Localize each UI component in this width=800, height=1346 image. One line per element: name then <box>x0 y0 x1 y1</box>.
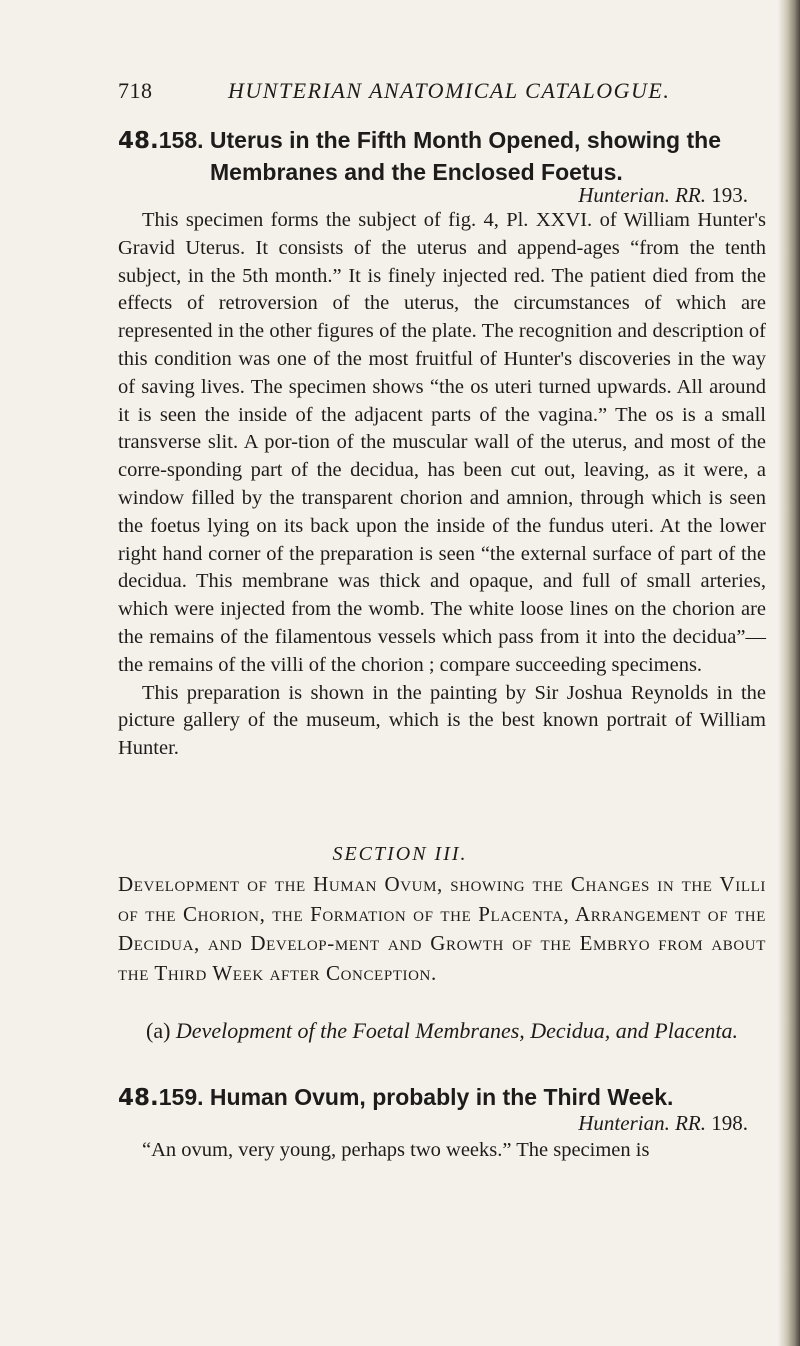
running-title: HUNTERIAN ANATOMICAL CATALOGUE. <box>228 78 671 103</box>
entry-159-title: 159. Human Ovum, probably in the Third Week. <box>158 1084 674 1110</box>
entry-159-paragraph-1: “An ovum, very young, perhaps two weeks.” The specimen is <box>142 1139 650 1161</box>
entry-159-ref-label: Hunterian. RR. <box>578 1111 706 1135</box>
page-header <box>118 78 678 106</box>
entry-158-ref-label: Hunterian. RR. <box>578 183 706 207</box>
page-edge-shadow <box>778 0 800 1346</box>
entry-158-body <box>118 207 766 763</box>
page-number: 718 <box>118 78 153 103</box>
section-title: SECTION III. <box>332 843 468 865</box>
entry-158-reference <box>578 183 748 208</box>
entry-158-number: 48. <box>118 128 159 154</box>
entry-159-number: 48. <box>118 1085 159 1111</box>
subsection-label: (a) <box>146 1018 171 1043</box>
entry-158-title-line1: 158. Uterus in the Fifth Month Opened, showing the <box>158 127 721 153</box>
entry-158-paragraph-2: This preparation is shown in the painting by Sir Joshua Reynolds in the picture gallery of the museum, which is the best known portrait of William Hunter. <box>118 681 766 760</box>
entry-159-ref-number: 198. <box>711 1111 748 1135</box>
subsection-heading <box>118 1016 766 1046</box>
entry-158-paragraph-1: This specimen forms the subject of fig. 4, Pl. XXVI. of William Hunter's Gravid Uterus. It consists of the uterus and append-ages “from the tenth subject, in the 5th month.” It is finely injected red. The patient died from the effects of retroversion of the uterus, the circumstances of which are represented in the other figures of the plate. The recognition and description of this condition was one of the most fruitful of Hunter's discoveries in the way of saving lives. The specimen shows “the os uteri turned upwards. All around it is seen the inside of the adjacent parts of the vagina.” The os is a small transverse slit. A por-tion of the muscular wall of the uterus, and most of the corre-sponding part of the decidua, has been cut out, leaving, as it were, a window filled by the transparent chorion and amnion, through which is seen the foetus lying on its back upon the inside of the fundus uteri. At the lower right hand corner of the preparation is seen “the external surface of part of the decidua. This membrane was thick and opaque, and full of small arteries, which were injected from the womb. The white loose lines on the chorion are the remains of the filamentous vessels which pass from it into the decidua”—the remains of the villi of the chorion ; compare succeeding specimens. <box>118 209 766 676</box>
section-description: Development of the Human Ovum, showing the Changes in the Villi of the Chorion, the Formation of the Placenta, Arrangement of the Decidua, and Develop-ment and Growth of the Embryo from about the Third Week after Conception. <box>118 872 766 985</box>
entry-159-heading <box>118 1082 778 1114</box>
entry-158-ref-number: 193. <box>711 183 748 207</box>
entry-159-body <box>118 1137 766 1165</box>
subsection-title: Development of the Foetal Membranes, Decidua, and Placenta. <box>175 1018 738 1043</box>
entry-158-title-line2: Membranes and the Enclosed Foetus. <box>210 159 623 185</box>
entry-158-heading <box>118 125 778 188</box>
entry-159-reference <box>578 1111 748 1136</box>
